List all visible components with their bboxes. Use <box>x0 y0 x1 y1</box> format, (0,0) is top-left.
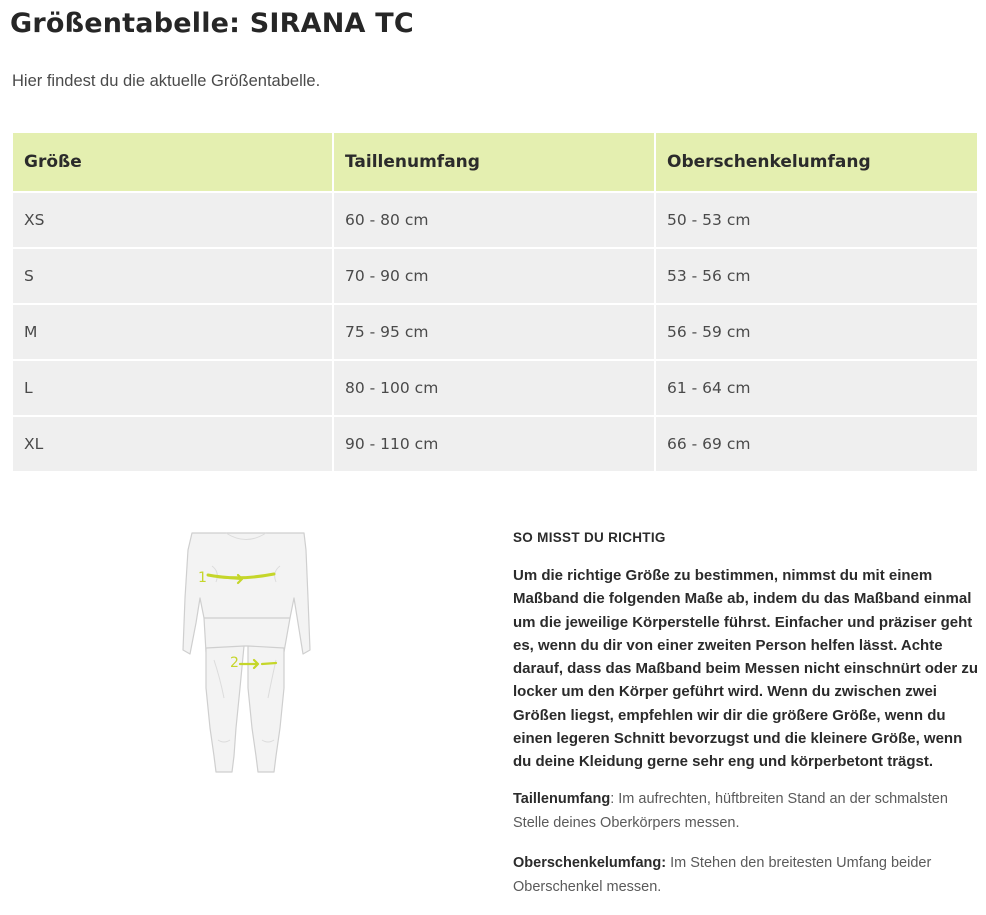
measuring-guide <box>513 530 983 915</box>
marker-1-label: 1 <box>198 570 207 586</box>
cell-waist: 90 - 110 cm <box>333 416 655 472</box>
cell-size: S <box>13 248 333 304</box>
waist-term: Taillenumfang <box>513 790 611 807</box>
measurement-figure <box>176 528 316 783</box>
cell-waist: 80 - 100 cm <box>333 360 655 416</box>
guide-intro-text: Um die richtige Größe zu bestimmen, nimmst du mit einem Maßband die folgenden Maße ab, indem du das Maßband einmal um die jeweilige Körperstelle führst. Einfacher und präziser geht es, wenn du dir von einer zweiten Person helfen lässt. Achte darauf, dass das Maßband beim Messen nicht einschnürt oder zu locker um den Körper geführt wird. Wenn du zwischen zwei Größen liegst, empfehlen wir dir die größere Größe, wenn du einen legeren Schnitt bevorzugst und die kleinere Größe, wenn du deine Kleidung gerne sehr eng und körperbetont trägst. <box>513 567 979 771</box>
table-row <box>13 304 977 360</box>
intro-text: Hier findest du die aktuelle Größentabelle. <box>12 72 321 90</box>
guide-heading: SO MISST DU RICHTIG <box>513 530 666 545</box>
header-thigh: Oberschenkelumfang <box>655 133 977 192</box>
thigh-description: Im Stehen den breitesten Umfang beider Oberschenkel messen. <box>513 854 932 895</box>
marker-2-label: 2 <box>230 655 239 671</box>
cell-size: L <box>13 360 333 416</box>
cell-thigh: 56 - 59 cm <box>655 304 977 360</box>
cell-thigh: 61 - 64 cm <box>655 360 977 416</box>
page-title: Größentabelle: SIRANA TC <box>10 8 414 39</box>
table-row <box>13 248 977 304</box>
table-header-row <box>13 133 977 192</box>
table-row <box>13 360 977 416</box>
cell-size: M <box>13 304 333 360</box>
cell-thigh: 53 - 56 cm <box>655 248 977 304</box>
thigh-term: Oberschenkelumfang: <box>513 854 667 871</box>
size-table <box>13 133 977 473</box>
thigh-definition <box>513 851 983 899</box>
cell-waist: 70 - 90 cm <box>333 248 655 304</box>
cell-thigh: 66 - 69 cm <box>655 416 977 472</box>
waist-description: : Im aufrechten, hüftbreiten Stand an der schmalsten Stelle deines Oberkörpers messen. <box>513 790 948 831</box>
cell-size: XS <box>13 192 333 248</box>
cell-thigh: 50 - 53 cm <box>655 192 977 248</box>
cell-waist: 60 - 80 cm <box>333 192 655 248</box>
table-row <box>13 416 977 472</box>
body-silhouette-illustration <box>176 528 316 783</box>
waist-definition <box>513 787 983 835</box>
cell-waist: 75 - 95 cm <box>333 304 655 360</box>
header-size: Größe <box>13 133 333 192</box>
header-waist: Taillenumfang <box>333 133 655 192</box>
cell-size: XL <box>13 416 333 472</box>
table-row <box>13 192 977 248</box>
thigh-tape-line <box>262 663 276 664</box>
